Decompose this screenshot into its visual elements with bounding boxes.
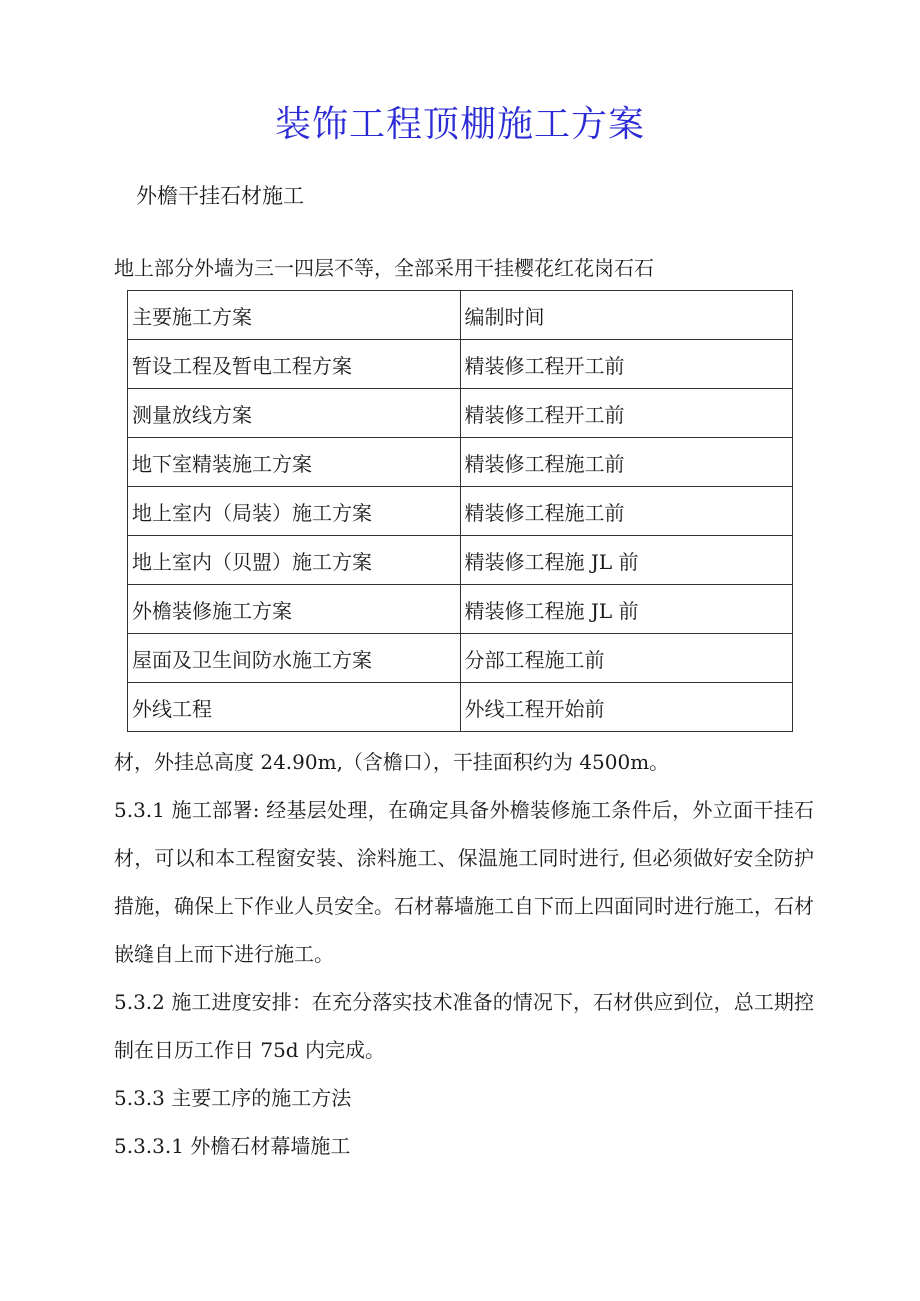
table-row xyxy=(128,585,793,634)
paragraph-methods-heading: 5.3.3 主要工序的施工方法 xyxy=(114,1086,352,1110)
table-row xyxy=(128,340,793,389)
construction-plan-table xyxy=(127,290,793,732)
table-cell-plan: 测量放线方案 xyxy=(128,389,461,438)
header-cell-plan: 主要施工方案 xyxy=(128,291,461,340)
table-cell-time: 外线工程开始前 xyxy=(460,683,793,732)
table-row xyxy=(128,389,793,438)
header-cell-time: 编制时间 xyxy=(460,291,793,340)
intro-text: 地上部分外墙为三一四层不等，全部采用干挂樱花红花岗石石 xyxy=(114,256,654,280)
section-heading: 外檐干挂石材施工 xyxy=(136,184,304,208)
table-cell-plan: 外线工程 xyxy=(128,683,461,732)
table-cell-time: 分部工程施工前 xyxy=(460,634,793,683)
table-cell-time: 精装修工程施工前 xyxy=(460,438,793,487)
table-row xyxy=(128,634,793,683)
table-cell-plan: 地上室内（贝盟）施工方案 xyxy=(128,536,461,585)
table-cell-time: 精装修工程施工前 xyxy=(460,487,793,536)
table-row xyxy=(128,536,793,585)
table-cell-plan: 外檐装修施工方案 xyxy=(128,585,461,634)
table-cell-time: 精装修工程开工前 xyxy=(460,340,793,389)
table-row xyxy=(128,683,793,732)
table-cell-time: 精装修工程施 JL 前 xyxy=(460,536,793,585)
paragraph-height-area: 材，外挂总高度 24.90m,（含檐口），干挂面积约为 4500m。 xyxy=(114,750,670,774)
paragraph-schedule: 5.3.2 施工进度安排：在充分落实技术准备的情况下，石材供应到位，总工期控制在日历工作日 75d 内完成。 xyxy=(114,990,814,1062)
paragraph-curtain-wall-heading: 5.3.3.1 外檐石材幕墙施工 xyxy=(114,1134,351,1158)
table-row xyxy=(128,438,793,487)
table-row xyxy=(128,487,793,536)
table-cell-time: 精装修工程施 JL 前 xyxy=(460,585,793,634)
table-cell-plan: 暂设工程及暂电工程方案 xyxy=(128,340,461,389)
table-header-row xyxy=(128,291,793,340)
table-cell-time: 精装修工程开工前 xyxy=(460,389,793,438)
table-cell-plan: 地上室内（局装）施工方案 xyxy=(128,487,461,536)
paragraph-deployment: 5.3.1 施工部署: 经基层处理，在确定具备外檐装修施工条件后，外立面干挂石材，可以和本工程窗安装、涂料施工、保温施工同时进行, 但必须做好安全防护措施，确保上下作业人员安全。石材幕墙施工自下而上四面同时进行施工，石材嵌缝自上而下进行施工。 xyxy=(114,798,814,966)
table-cell-plan: 屋面及卫生间防水施工方案 xyxy=(128,634,461,683)
document-title: 装饰工程顶棚施工方案 xyxy=(274,104,645,145)
table-cell-plan: 地下室精装施工方案 xyxy=(128,438,461,487)
